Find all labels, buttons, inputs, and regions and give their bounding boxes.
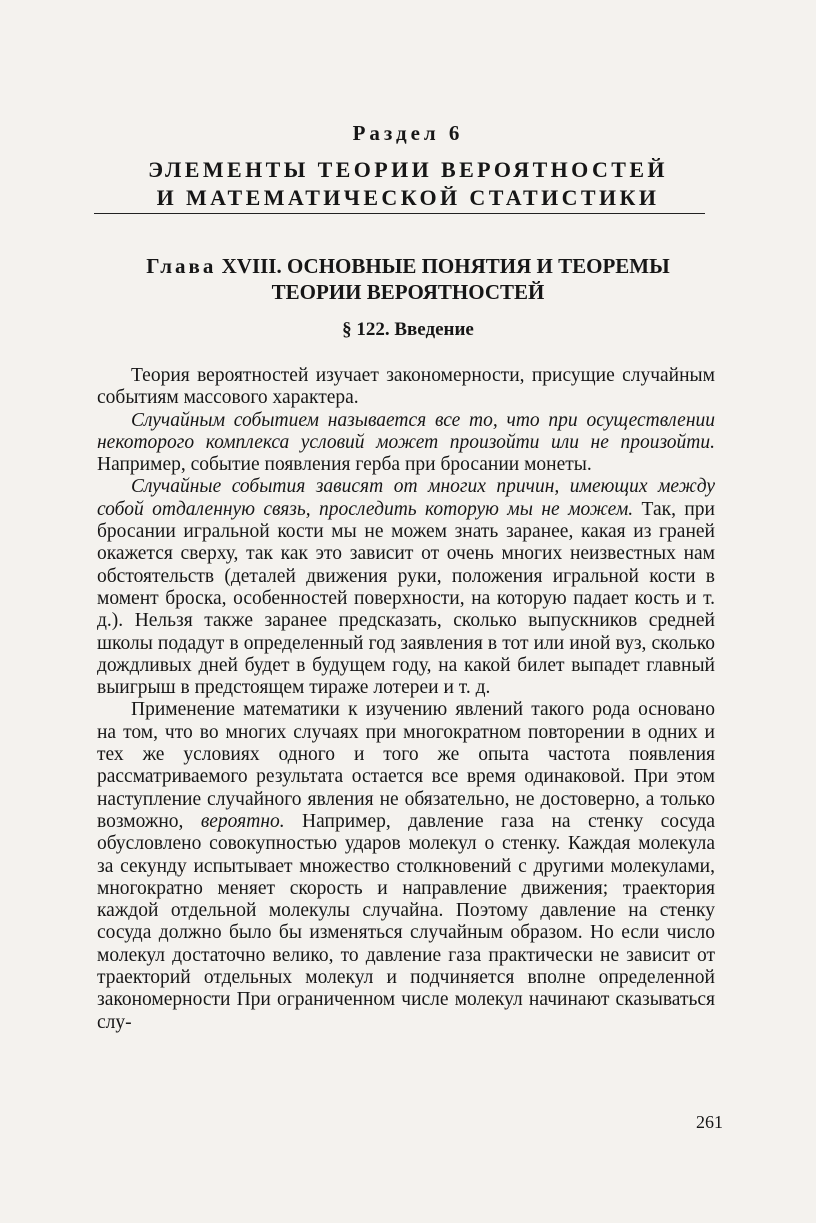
section-label: Раздел 6 xyxy=(352,121,464,145)
section-divider xyxy=(94,213,705,214)
page-number: 261 xyxy=(696,1112,723,1132)
chapter-title xyxy=(0,253,816,305)
paragraph-4-italic: вероятно. xyxy=(200,810,285,832)
paragraph-2-text: Например, событие появления герба при бросании монеты. xyxy=(97,454,592,476)
section-title xyxy=(0,156,816,212)
section-title-line-2: И МАТЕМАТИЧЕСКОЙ СТАТИСТИКИ xyxy=(156,185,660,210)
paragraph-3-text: Так, при бросании игральной кости мы не можем знать заранее, какая из граней окажется сверху, так как это зависит от очень многих неизвестных нам обстоятельств (деталей движения руки, положения игральной кости в момент броска, особенностей поверхности, на которую падает кость и т. д.). Нельзя также заранее предсказать, сколько выпускников средней школы подадут в определенный год заявления в тот или иной вуз, сколько дождливых дней будет в будущем году, на какой билет выпадет главный выигрыш в предстоящем тираже лотереи и т. д. xyxy=(97,498,715,699)
chapter-label: Глава xyxy=(146,254,217,278)
chapter-title-line-2: ТЕОРИИ ВЕРОЯТНОСТЕЙ xyxy=(271,280,545,304)
paragraph-2 xyxy=(97,410,715,477)
chapter-title-line-1: XVIII. ОСНОВНЫЕ ПОНЯТИЯ И ТЕОРЕМЫ xyxy=(221,254,670,278)
paragraph-1-text: Теория вероятностей изучает закономерности, присущие случайным событиям массового характера. xyxy=(97,365,715,409)
paragraph-heading: § 122. Введение xyxy=(342,319,474,340)
paragraph-4-text: Применение математики к изучению явлений такого рода основано на том, что во многих случаях при многократном повторении в одних и тех же условиях одного и того же опыта частота появления рассматриваемого результата остается все время одинаковой. При этом наступление случайного явления не обязательно, не достоверно, а только возможно, xyxy=(97,699,715,832)
paragraph-1 xyxy=(97,365,715,410)
paragraph-4-text-after: Например, давление газа на стенку сосуда обусловлено совокупностью ударов молекул о стенку. Каждая молекула за секунду испытывает множество столкновений с другими молекулами, многократно меняет скорость и направление движения; траектория каждой отдельной молекулы случайна. Поэтому давление на стенку сосуда должно было бы изменяться случайным образом. Но если число молекул достаточно велико, то давление газа практически не зависит от траекторий отдельных молекул и подчиняется вполне определенной закономерности При ограниченном числе молекул начинают сказываться слу- xyxy=(97,810,715,1033)
paragraph-2-italic: Случайным событием называется все то, что при осуществлении некоторого комплекса условий может произойти или не произойти. xyxy=(97,409,715,453)
paragraph-4 xyxy=(97,699,715,1033)
paragraph-3-italic: Случайные события зависят от многих причин, имеющих между собой отдаленную связь, проследить которую мы не можем. xyxy=(97,476,715,520)
section-title-line-1: ЭЛЕМЕНТЫ ТЕОРИИ ВЕРОЯТНОСТЕЙ xyxy=(148,157,668,182)
paragraph-3 xyxy=(97,476,715,699)
body-text xyxy=(97,365,715,1034)
